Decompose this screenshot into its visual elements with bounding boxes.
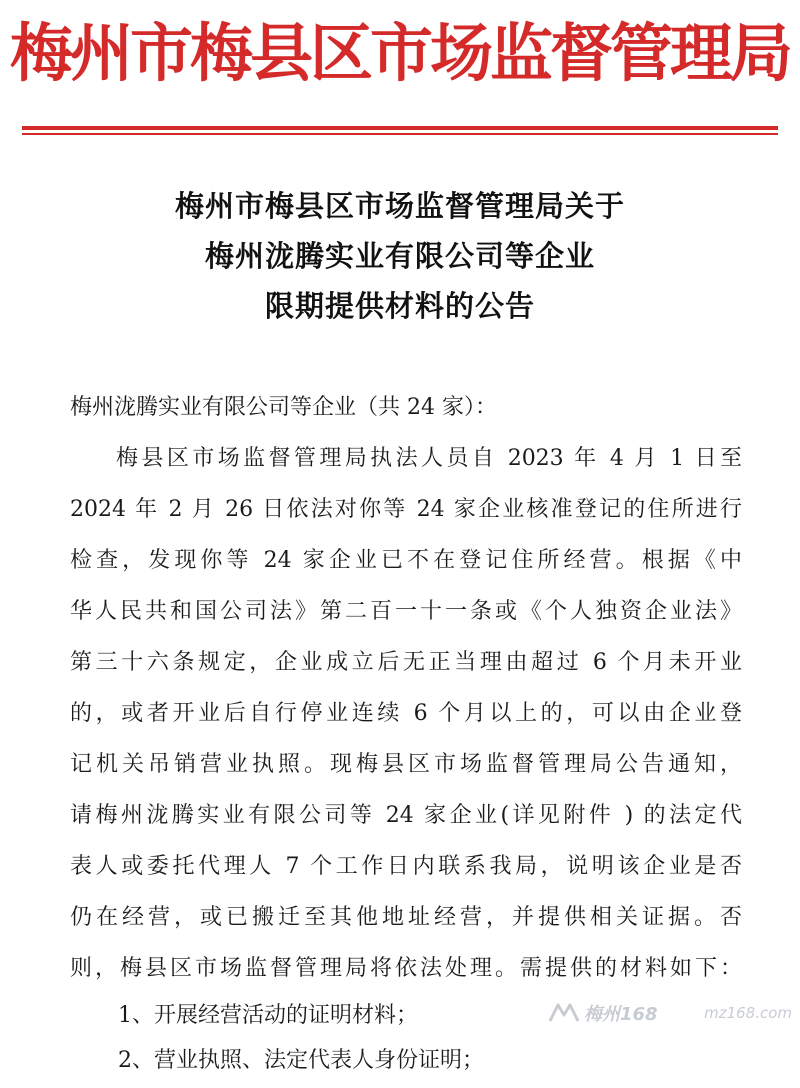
list-item: 2、营业执照、法定代表人身份证明；	[118, 1048, 484, 1073]
watermark-logo-icon	[548, 1001, 698, 1025]
body-line: 华人民共和国公司法》第二百一十一条或《个人独资企业法》	[70, 599, 742, 624]
notice-title-line-1: 梅州市梅县区市场监督管理局关于	[174, 189, 625, 223]
body-line: 梅县区市场监督管理局执法人员自 2023 年 4 月 1 日至	[116, 446, 742, 471]
body-line: 2024 年 2 月 26 日依法对你等 24 家企业核准登记的住所进行	[70, 497, 742, 522]
body-line: 仍在经营，或已搬迁至其他地址经营，并提供相关证据。否	[70, 905, 742, 930]
body-line: 则，梅县区市场监督管理局将依法处理。需提供的材料如下：	[70, 956, 742, 981]
watermark-site-text: mz168.com	[704, 1004, 792, 1022]
body-line: 表人或委托代理人 7 个工作日内联系我局，说明该企业是否	[70, 854, 742, 879]
body-line: 的，或者开业后自行停业连续 6 个月以上的，可以由企业登	[70, 701, 742, 726]
body-line: 检查，发现你等 24 家企业已不在登记住所经营。根据《中	[70, 548, 742, 573]
salutation: 梅州泷腾实业有限公司等企业（共 24 家）：	[70, 395, 497, 420]
letterhead-org-name: 梅州市梅县区市场监督管理局	[10, 16, 790, 90]
site-watermark	[548, 1002, 792, 1024]
letterhead-rule-thin	[22, 133, 778, 135]
notice-title-line-3: 限期提供材料的公告	[264, 289, 535, 323]
watermark-brand-text: 梅州168	[584, 1004, 658, 1025]
letterhead-rule-thick	[22, 126, 778, 130]
list-item: 1、开展经营活动的证明材料；	[118, 1003, 418, 1028]
notice-body-paragraph	[70, 440, 742, 1001]
notice-title-line-2: 梅州泷腾实业有限公司等企业	[204, 239, 595, 273]
body-line: 请梅州泷腾实业有限公司等 24 家企业(详见附件 ) 的法定代	[70, 803, 742, 828]
body-line: 记机关吊销营业执照。现梅县区市场监督管理局公告通知，	[70, 752, 742, 777]
body-line: 第三十六条规定，企业成立后无正当理由超过 6 个月未开业	[70, 650, 742, 675]
